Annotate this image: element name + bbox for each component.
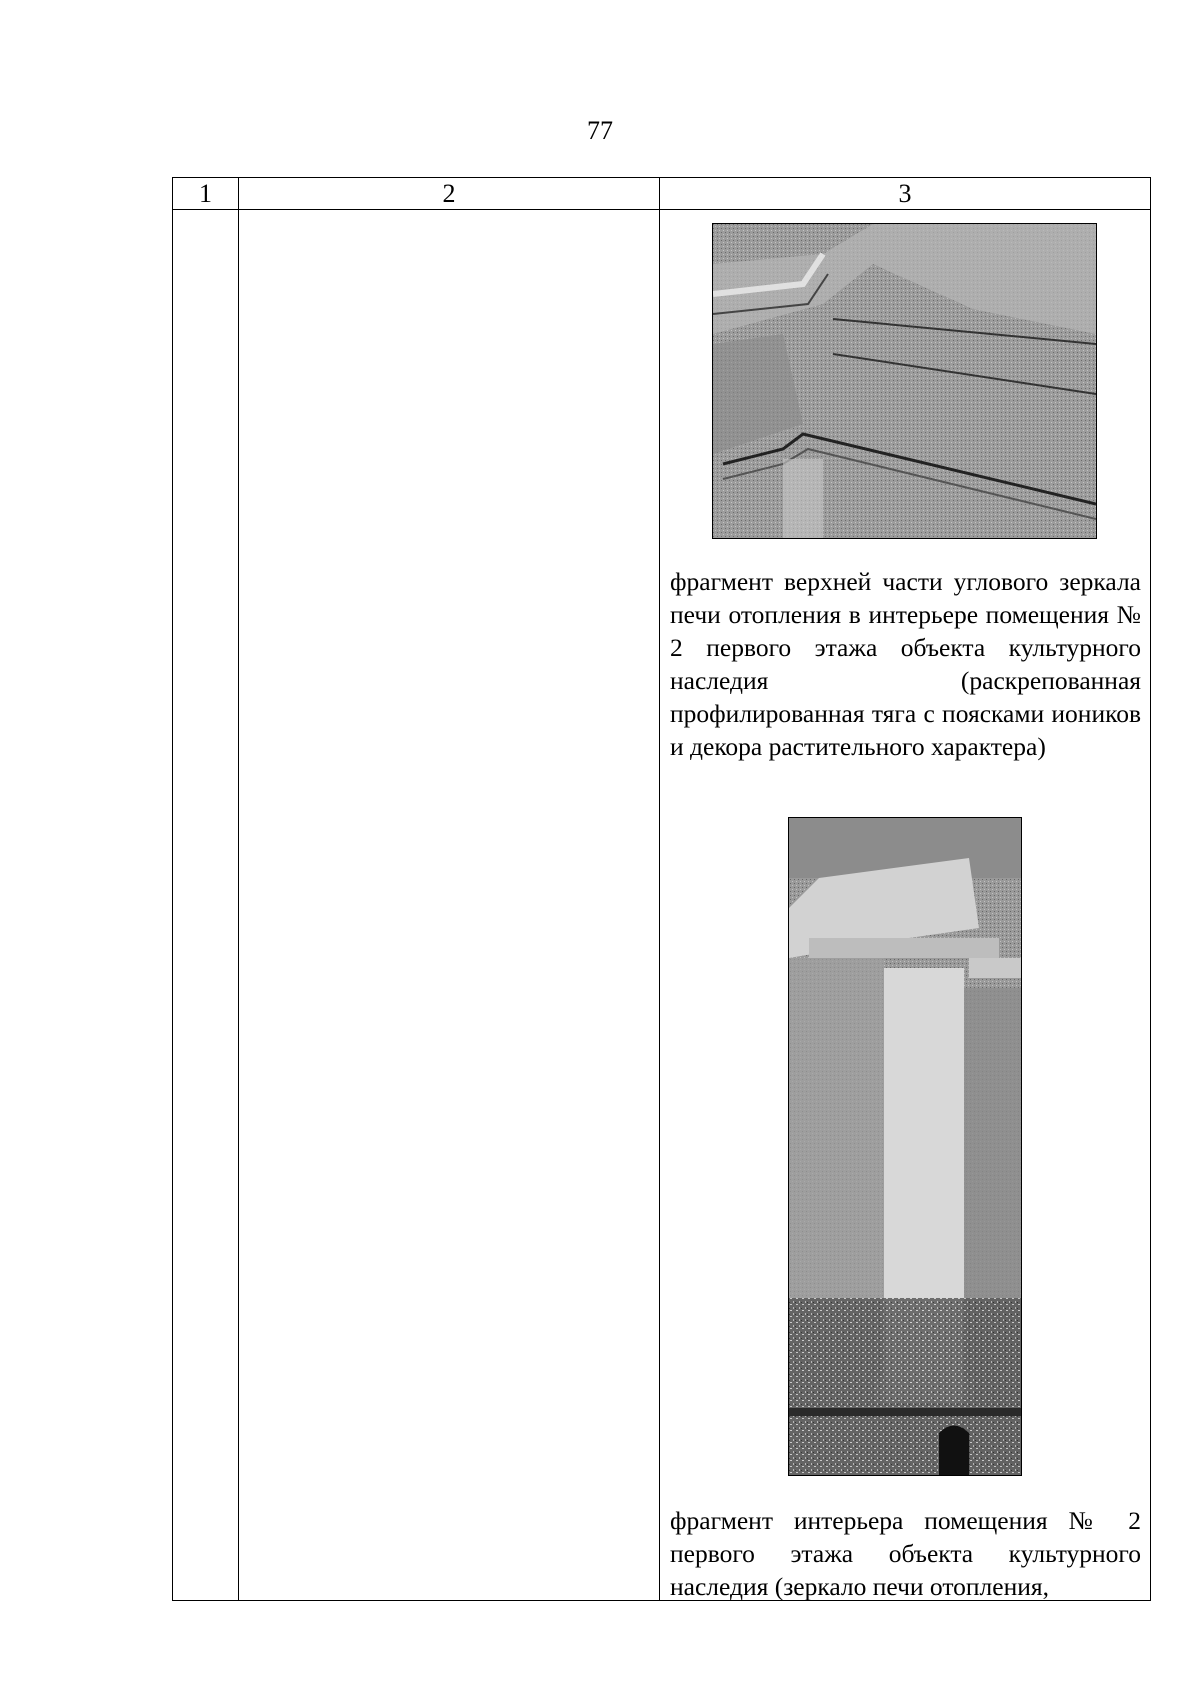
- stove-mirror-cornice-photo: [712, 223, 1097, 539]
- table-header-row: [173, 178, 1151, 210]
- photo-2-caption: фрагмент интерьера помещения № 2 первого этажа объекта культурного наследия (зеркало печи отопления,: [670, 1506, 1141, 1600]
- header-cell-3: 3: [660, 178, 1151, 210]
- row-cell-3: [660, 210, 1151, 1601]
- room-interior-photo: [788, 817, 1022, 1476]
- header-cell-1: 1: [173, 178, 239, 210]
- header-cell-2: 2: [239, 178, 660, 210]
- row-cell-2: [239, 210, 660, 1601]
- photo-1-caption: фрагмент верхней части углового зеркала печи отопления в интерьере помещения № 2 первого этажа объекта культурного наследия (раскрепованная профилированная тяга с поясками иоников и декора растительного характера): [670, 567, 1141, 761]
- table-row: [173, 210, 1151, 1601]
- document-table: [172, 177, 1151, 1601]
- page-number: 77: [587, 116, 613, 145]
- row-cell-1: [173, 210, 239, 1601]
